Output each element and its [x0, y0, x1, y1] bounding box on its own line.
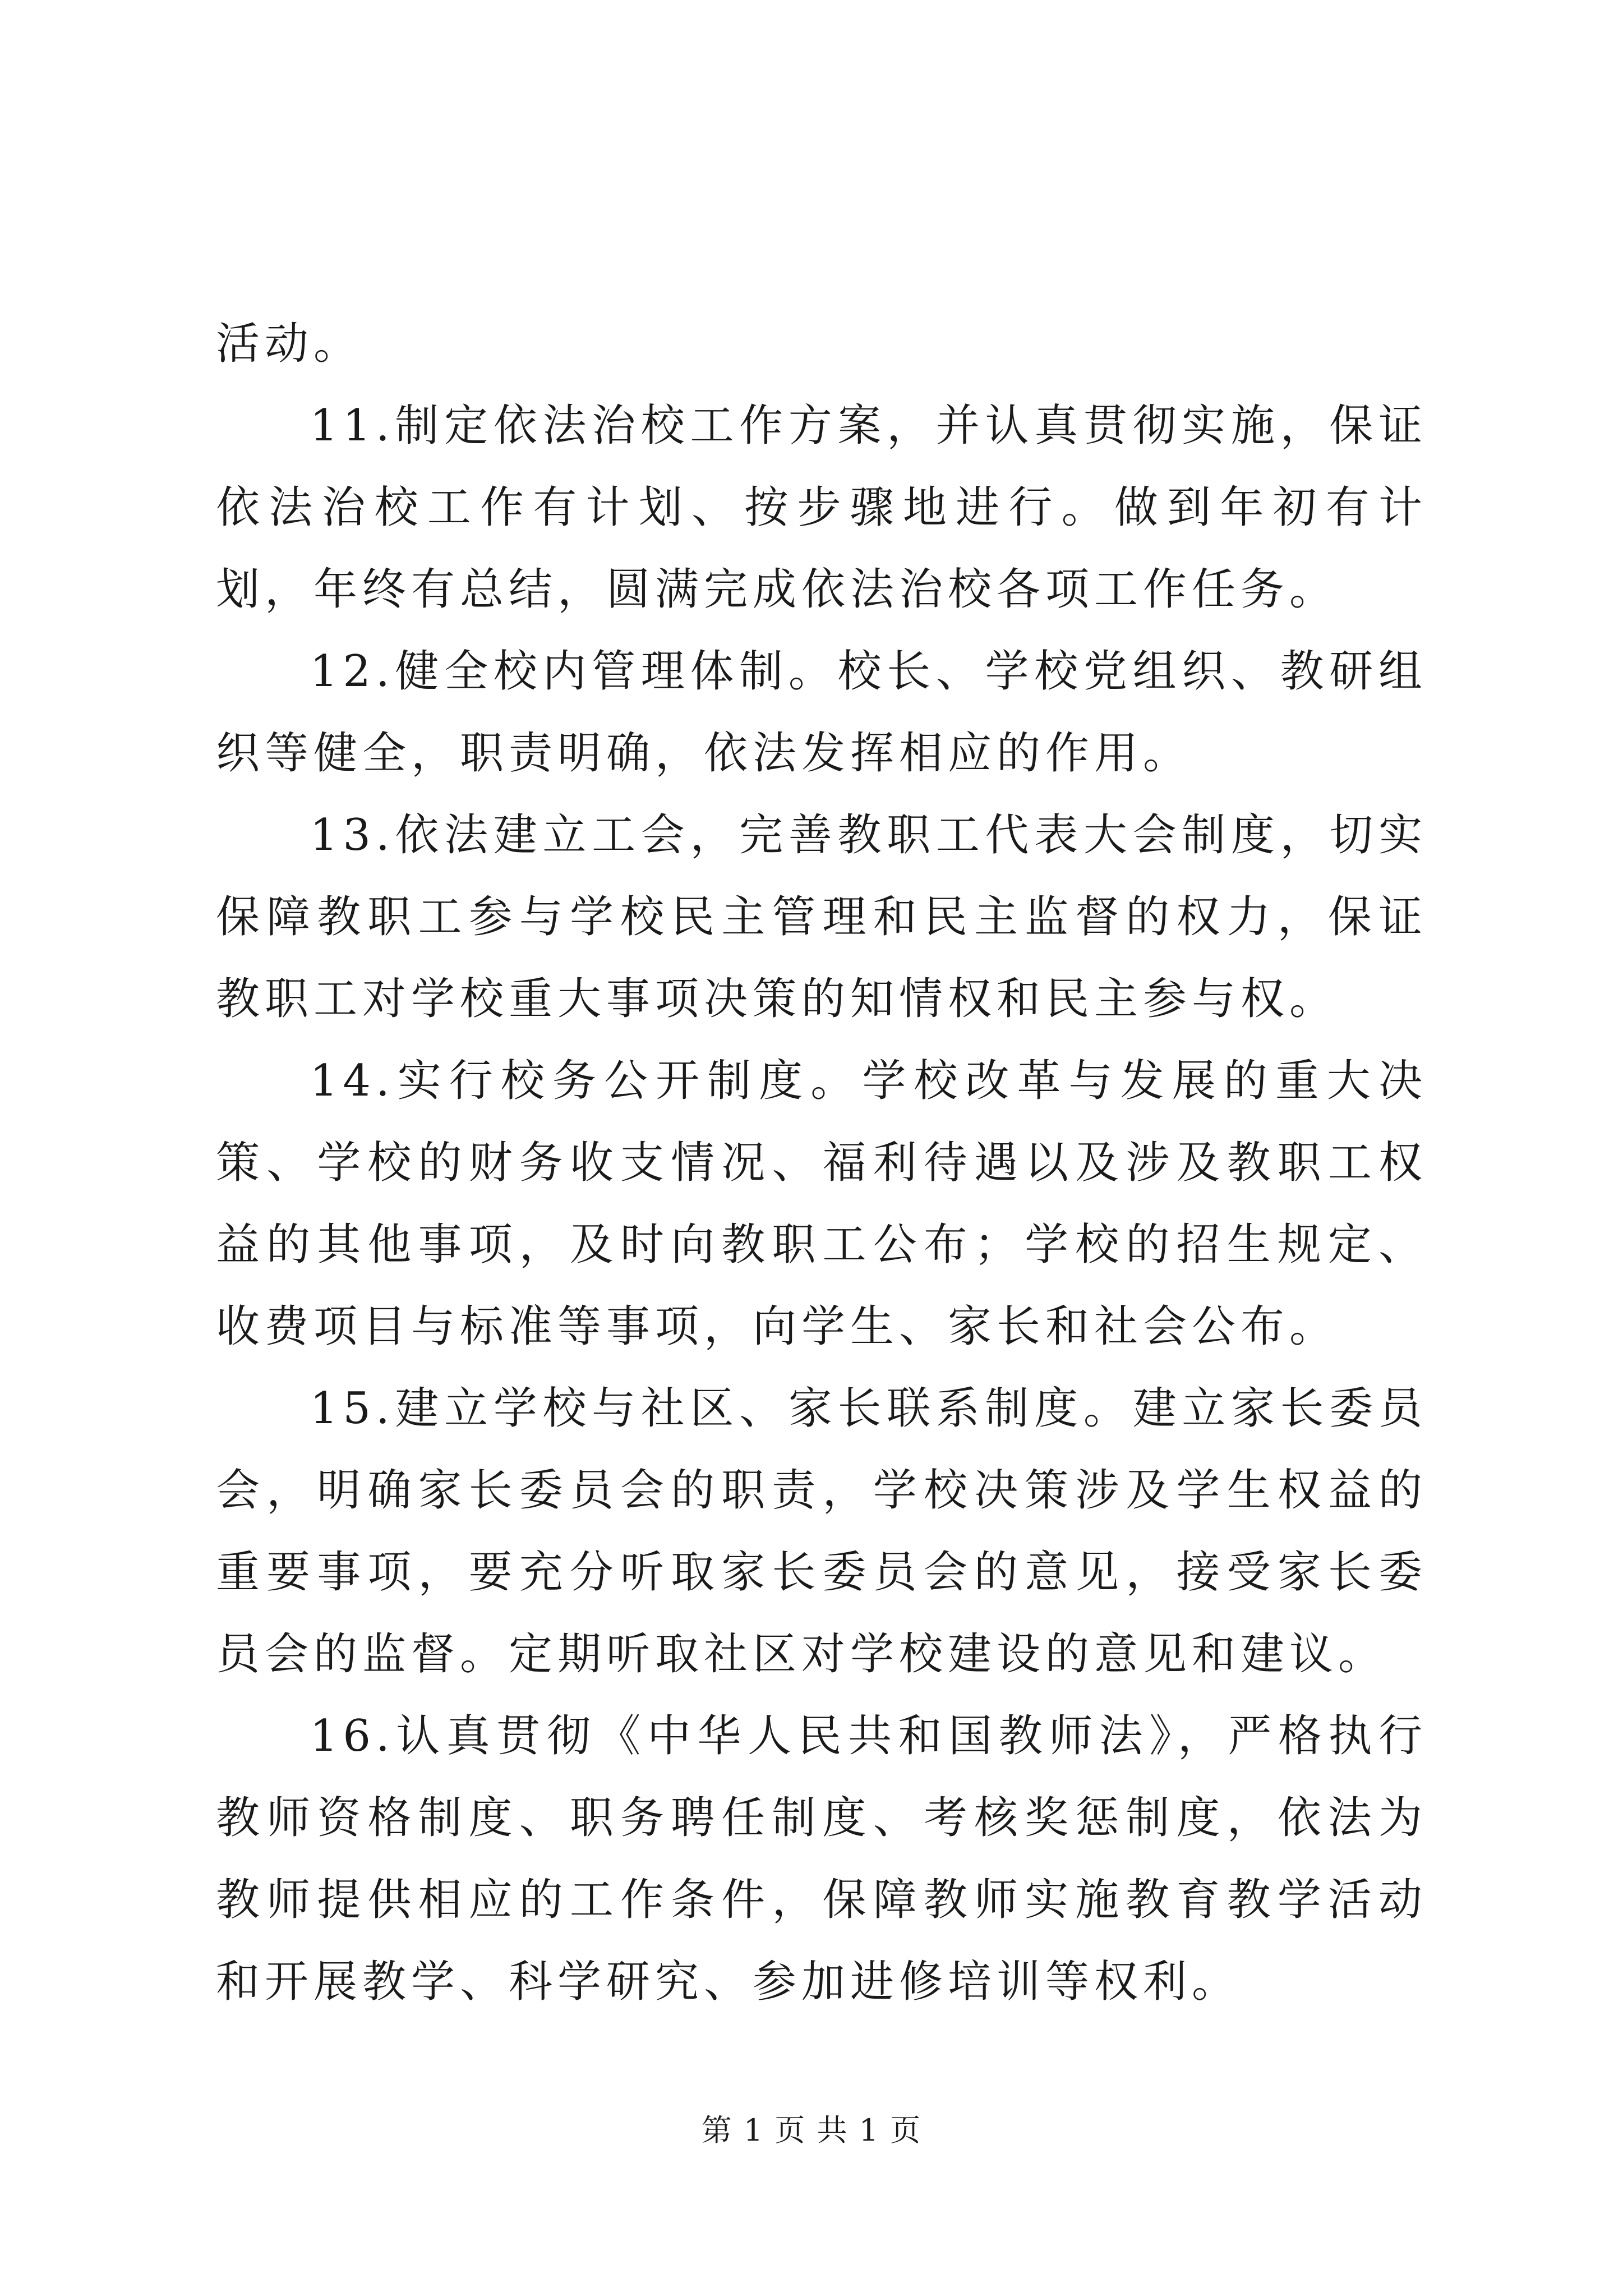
page-number-footer: 第 1 页 共 1 页	[701, 2113, 922, 2148]
paragraph-item-15: 15.建立学校与社区、家长联系制度。建立家长委员会，明确家长委员会的职责，学校决策涉及学生权益的重要事项，要充分听取家长委员会的意见，接受家长委员会的监督。定期听取社区对学校建设的意见和建议。	[216, 1383, 1427, 1680]
paragraph-item-16: 16.认真贯彻《中华人民共和国教师法》，严格执行教师资格制度、职务聘任制度、考核奖惩制度，依法为教师提供相应的工作条件，保障教师实施教育教学活动和开展教学、科学研究、参加进修培训等权利。	[216, 1711, 1427, 2007]
paragraph-item-12: 12.健全校内管理体制。校长、学校党组织、教研组织等健全，职责明确，依法发挥相应的作用。	[216, 646, 1427, 779]
paragraph-continuation: 活动。	[216, 319, 363, 369]
document-body	[216, 303, 1427, 2023]
paragraph-item-13: 13.依法建立工会，完善教职工代表大会制度，切实保障教职工参与学校民主管理和民主监督的权力，保证教职工对学校重大事项决策的知情权和民主参与权。	[216, 810, 1427, 1024]
paragraph-item-11: 11.制定依法治校工作方案，并认真贯彻实施，保证依法治校工作有计划、按步骤地进行。做到年初有计划，年终有总结，圆满完成依法治校各项工作任务。	[216, 401, 1427, 615]
paragraph-item-14: 14.实行校务公开制度。学校改革与发展的重大决策、学校的财务收支情况、福利待遇以及涉及教职工权益的其他事项，及时向教职工公布；学校的招生规定、收费项目与标准等事项，向学生、家长和社会公布。	[216, 1056, 1427, 1352]
